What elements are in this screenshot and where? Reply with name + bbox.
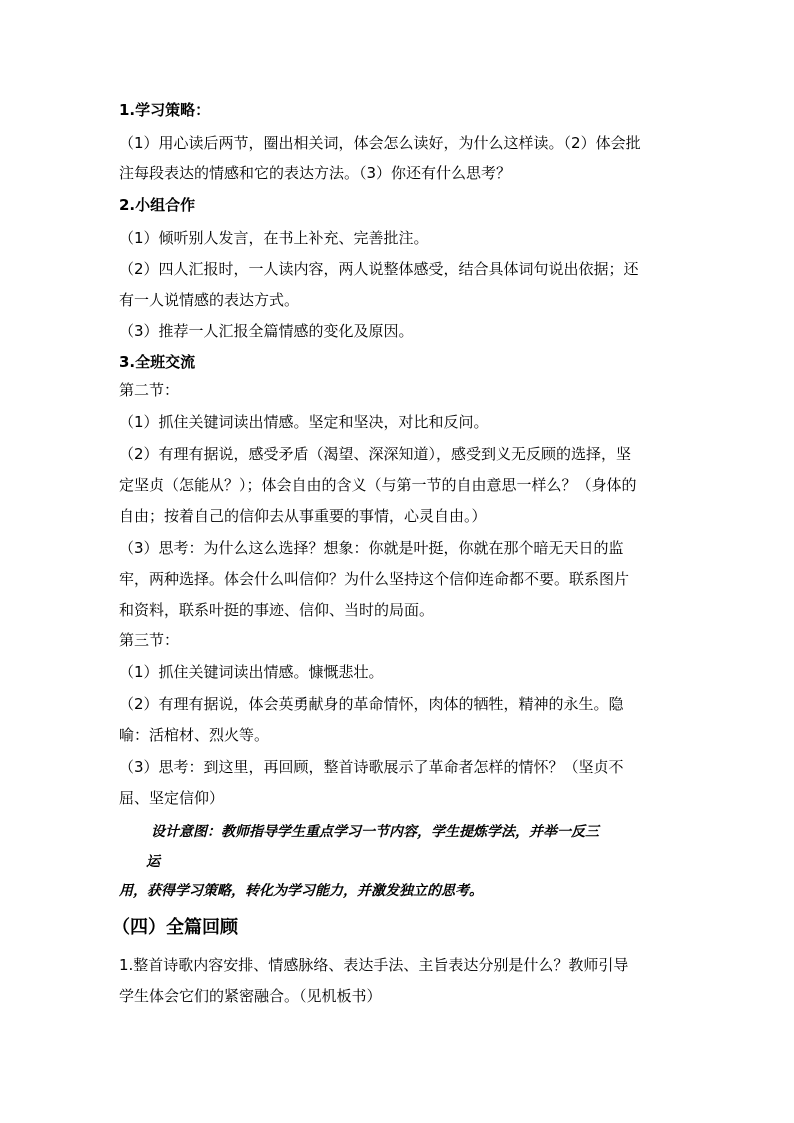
paragraph-line: 和资料，联系叶挺的事迹、信仰、当时的局面。 — [119, 601, 435, 619]
heading-learning-strategy: 1.学习策略： — [119, 101, 211, 119]
paragraph-line: 喻：活棺材、烈火等。 — [119, 726, 270, 744]
design-intent-note: 运 — [146, 854, 160, 870]
paragraph-line: （2）有理有据说，感受矛盾（渴望、深深知道），感受到义无反顾的选择，坚 — [119, 445, 632, 463]
paragraph-line: 牢，两种选择。体会什么叫信仰？为什么坚持这个信仰连命都不要。联系图片 — [119, 570, 630, 588]
paragraph-line: （1）倾听别人发言，在书上补充、完善批注。 — [119, 229, 429, 247]
paragraph-line: 自由；按着自己的信仰去从事重要的事情，心灵自由。） — [119, 507, 487, 525]
section-label: 第二节： — [119, 381, 180, 399]
design-intent-note: 设计意图：教师指导学生重点学习一节内容，学生提炼学法，并举一反三 — [151, 824, 599, 840]
paragraph-line: 屈、坚定信仰） — [119, 789, 225, 807]
paragraph-line: （1）抓住关键词读出情感。坚定和坚决，对比和反问。 — [119, 413, 489, 431]
paragraph-line: 1.整首诗歌内容安排、情感脉络、表达手法、主旨表达分别是什么？教师引导 — [119, 956, 629, 974]
paragraph-line: （3）思考：为什么这么选择？想象：你就是叶挺，你就在那个暗无天日的监 — [119, 539, 624, 557]
heading-class-exchange: 3.全班交流 — [119, 353, 196, 371]
paragraph-line: （3）思考：到这里，再回顾，整首诗歌展示了革命者怎样的情怀？（坚贞不 — [119, 758, 624, 776]
design-intent-note: 用，获得学习策略，转化为学习能力，并激发独立的思考。 — [119, 883, 483, 899]
section-heading-review: （四）全篇回顾 — [112, 917, 238, 938]
section-label: 第三节： — [119, 631, 180, 649]
paragraph-line: （1）用心读后两节，圈出相关词，体会怎么读好，为什么这样读。（2）体会批 — [119, 134, 641, 152]
paragraph-line: 注每段表达的情感和它的表达方法。（3）你还有什么思考？ — [119, 164, 512, 182]
paragraph-line: （2）四人汇报时，一人读内容，两人说整体感受，结合具体词句说出依据；还 — [119, 260, 639, 278]
paragraph-line: 学生体会它们的紧密融合。（见机板书） — [119, 987, 382, 1005]
paragraph-line: 有一人说情感的表达方式。 — [119, 291, 300, 309]
paragraph-line: （1）抓住关键词读出情感。慷慨悲壮。 — [119, 663, 384, 681]
paragraph-line: （2）有理有据说，体会英勇献身的革命情怀，肉体的牺牲，精神的永生。隐 — [119, 695, 624, 713]
paragraph-line: 定坚贞（怎能从？）；体会自由的含义（与第一节的自由意思一样么？（身体的 — [119, 476, 637, 494]
paragraph-line: （3）推荐一人汇报全篇情感的变化及原因。 — [119, 322, 414, 340]
heading-group-cooperation: 2.小组合作 — [119, 196, 196, 214]
